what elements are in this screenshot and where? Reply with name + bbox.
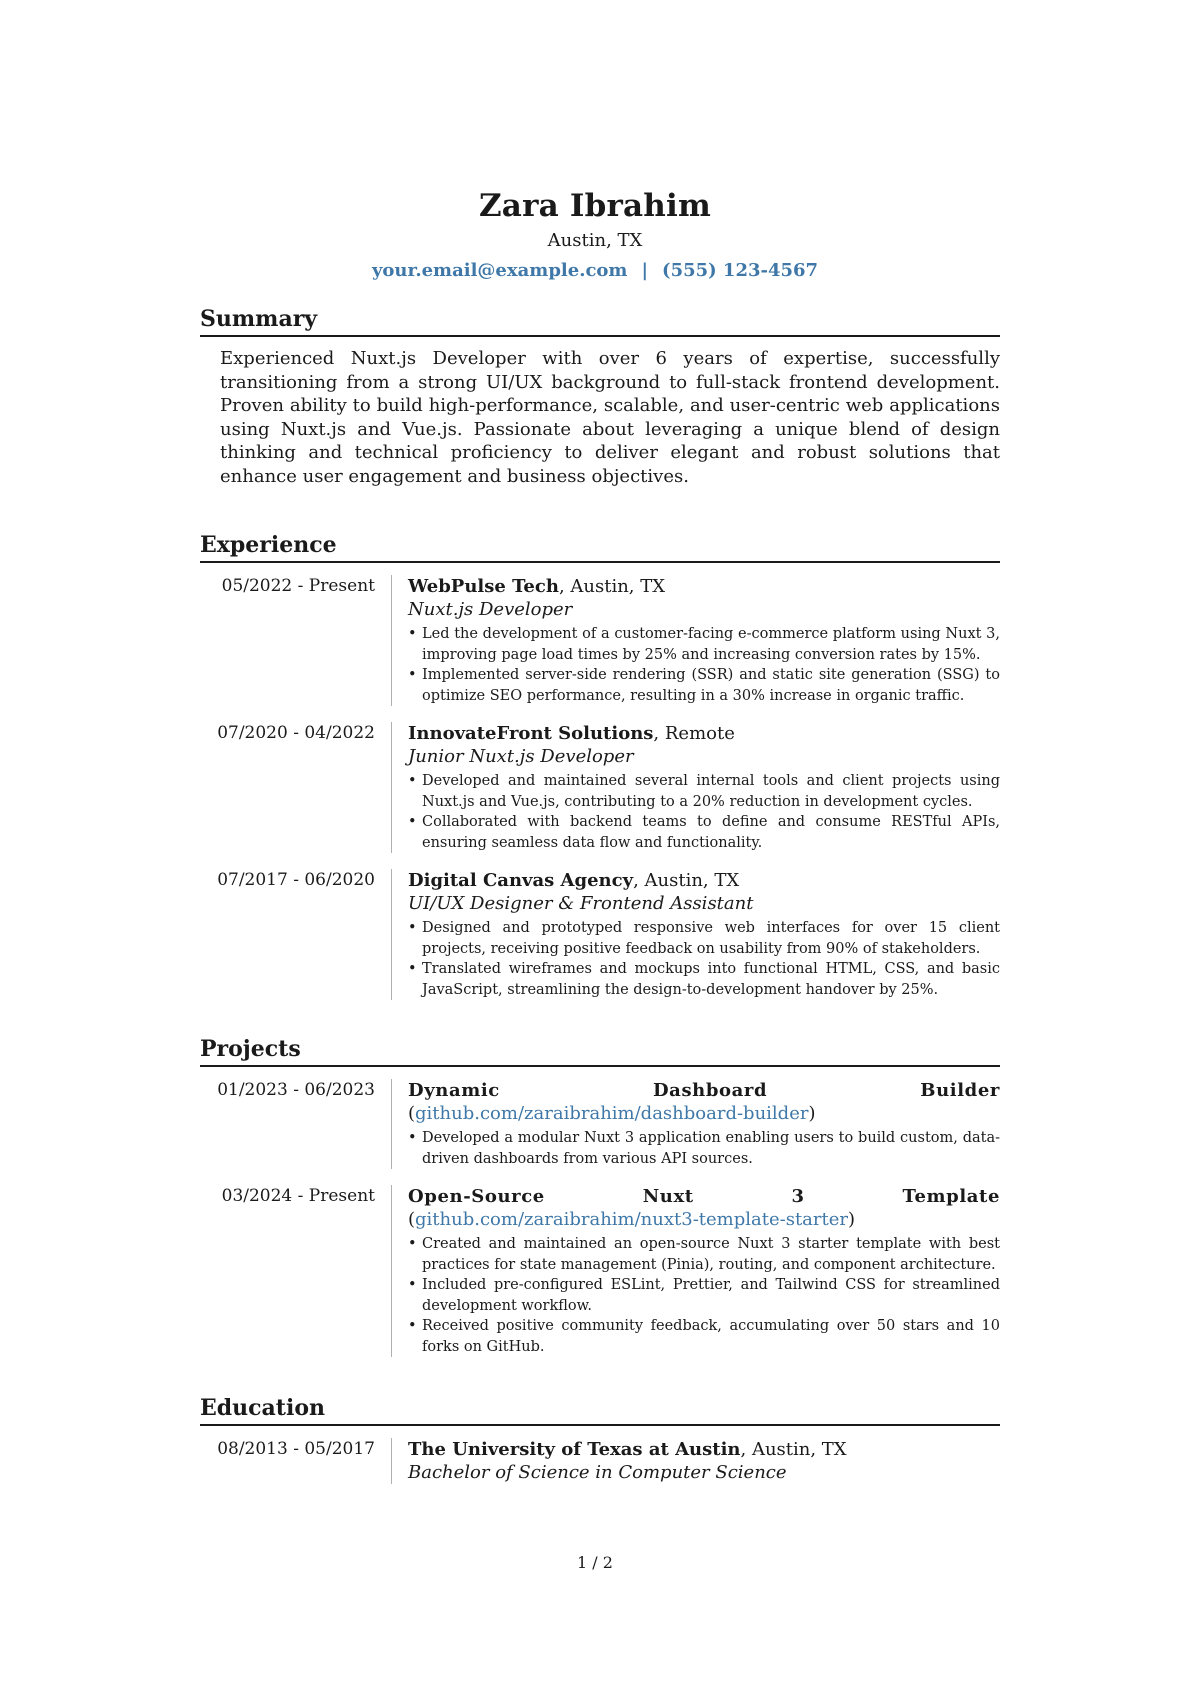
bullet-item: • Implemented server-side rendering (SSR) and static site generation (SSG) to optimize SEO performance, resulting in a 30% increase in organic traffic. bbox=[408, 665, 1000, 706]
bullet-item: • Translated wireframes and mockups into functional HTML, CSS, and basic JavaScript, streamlining the design-to-development handover by 25%. bbox=[408, 959, 1000, 1000]
project-entry bbox=[200, 1079, 1000, 1169]
education-heading: Education bbox=[200, 1394, 1000, 1426]
entry-date: 08/2013 - 05/2017 bbox=[217, 1439, 375, 1459]
entry-date: 05/2022 - Present bbox=[221, 576, 375, 596]
page-number: 1 / 2 bbox=[577, 1553, 613, 1572]
project-entry bbox=[200, 1185, 1000, 1357]
project-title: Dynamic Dashboard Builder (github.com/zaraibrahim/dashboard-builder) bbox=[408, 1080, 1000, 1124]
bullet-item: • Included pre-configured ESLint, Prettier, and Tailwind CSS for streamlined development workflow. bbox=[408, 1275, 1000, 1316]
entry-bullets bbox=[408, 918, 1000, 1000]
bullet-item: • Led the development of a customer-facing e-commerce platform using Nuxt 3, improving page load times by 25% and increasing conversion rates by 15%. bbox=[408, 624, 1000, 665]
entry-organization: InnovateFront Solutions, Remote bbox=[408, 723, 735, 744]
resume-header bbox=[0, 186, 1190, 284]
entry-bullets bbox=[408, 1128, 1000, 1169]
bullet-item: • Received positive community feedback, accumulating over 50 stars and 10 forks on GitHub. bbox=[408, 1316, 1000, 1357]
candidate-name: Zara Ibrahim bbox=[478, 188, 712, 224]
summary-heading: Summary bbox=[200, 305, 1000, 337]
email-link[interactable]: your.email@example.com bbox=[371, 260, 628, 281]
candidate-location: Austin, TX bbox=[547, 230, 643, 251]
education-section bbox=[200, 1394, 1000, 1500]
education-entry bbox=[200, 1438, 1000, 1484]
entry-bullets bbox=[408, 771, 1000, 853]
entry-role: Nuxt.js Developer bbox=[408, 599, 573, 620]
bullet-item: • Developed a modular Nuxt 3 application enabling users to build custom, data-driven dashboards from various API sources. bbox=[408, 1128, 1000, 1169]
entry-date: 07/2017 - 06/2020 bbox=[217, 870, 375, 890]
entry-degree: Bachelor of Science in Computer Science bbox=[408, 1462, 787, 1483]
experience-entry bbox=[200, 722, 1000, 853]
entry-date: 03/2024 - Present bbox=[221, 1186, 375, 1206]
summary-section bbox=[200, 305, 1000, 488]
entry-role: UI/UX Designer & Frontend Assistant bbox=[408, 893, 754, 914]
bullet-item: • Developed and maintained several internal tools and client projects using Nuxt.js and Vue.js, contributing to a 20% reduction in development cycles. bbox=[408, 771, 1000, 812]
summary-text: Experienced Nuxt.js Developer with over 6 years of expertise, successfully transitioning from a strong UI/UX background to full-stack frontend development. Proven ability to build high-performance, scalable, and user-centric web applications using Nuxt.js and Vue.js. Passionate about leveraging a unique blend of design thinking and technical proficiency to deliver elegant and robust solutions that enhance user engagement and business objectives. bbox=[220, 348, 1000, 487]
bullet-item: • Collaborated with backend teams to define and consume RESTful APIs, ensuring seamless data flow and functionality. bbox=[408, 812, 1000, 853]
entry-date: 01/2023 - 06/2023 bbox=[217, 1080, 375, 1100]
project-name: Open-Source Nuxt 3 Template bbox=[408, 1186, 1000, 1207]
experience-heading: Experience bbox=[200, 531, 1000, 563]
experience-entry bbox=[200, 575, 1000, 706]
projects-heading: Projects bbox=[200, 1035, 1000, 1067]
experience-section bbox=[200, 531, 1000, 1016]
project-link[interactable]: github.com/zaraibrahim/nuxt3-template-starter bbox=[415, 1209, 849, 1230]
entry-organization: WebPulse Tech, Austin, TX bbox=[408, 576, 666, 597]
bullet-item: • Created and maintained an open-source Nuxt 3 starter template with best practices for state management (Pinia), routing, and component architecture. bbox=[408, 1234, 1000, 1275]
project-link[interactable]: github.com/zaraibrahim/dashboard-builder bbox=[415, 1103, 809, 1124]
project-name: Dynamic Dashboard Builder bbox=[408, 1080, 1000, 1101]
experience-entry bbox=[200, 869, 1000, 1000]
phone-link[interactable]: (555) 123-4567 bbox=[662, 260, 819, 281]
entry-role: Junior Nuxt.js Developer bbox=[408, 746, 634, 767]
bullet-item: • Designed and prototyped responsive web interfaces for over 15 client projects, receiving positive feedback on usability from 90% of stakeholders. bbox=[408, 918, 1000, 959]
contact-separator: | bbox=[641, 260, 649, 281]
contact-line bbox=[0, 258, 1190, 284]
entry-date: 07/2020 - 04/2022 bbox=[217, 723, 375, 743]
projects-section bbox=[200, 1035, 1000, 1373]
entry-bullets bbox=[408, 1234, 1000, 1357]
entry-organization: The University of Texas at Austin, Austin, TX bbox=[408, 1439, 847, 1460]
entry-bullets bbox=[408, 624, 1000, 706]
project-title: Open-Source Nuxt 3 Template (github.com/zaraibrahim/nuxt3-template-starter) bbox=[408, 1186, 1000, 1230]
entry-organization: Digital Canvas Agency, Austin, TX bbox=[408, 870, 740, 891]
